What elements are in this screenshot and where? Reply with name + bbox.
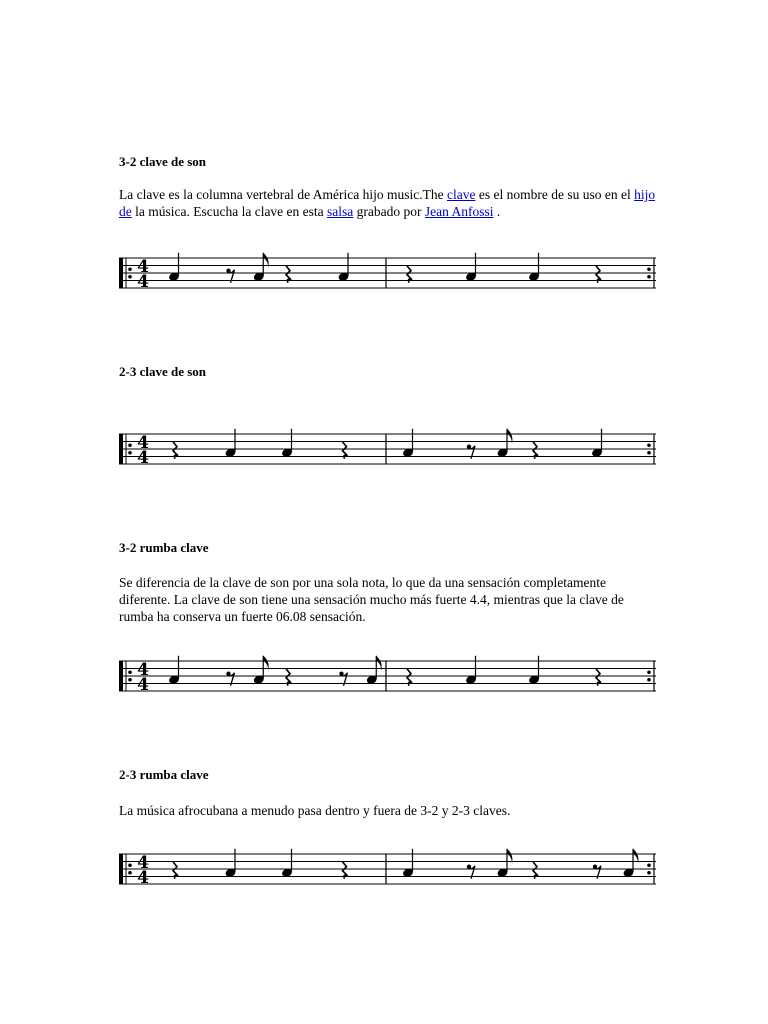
- quarter-note: [168, 656, 180, 685]
- repeat-dot: [128, 678, 132, 682]
- quarter-note: [168, 253, 180, 282]
- repeat-dot: [647, 443, 651, 447]
- section-heading: 2-3 clave de son: [119, 364, 207, 379]
- eighth-note: [253, 253, 269, 282]
- quarter-note: [225, 429, 237, 458]
- quarter-note: [528, 656, 540, 685]
- quarter-note: [591, 429, 603, 458]
- paragraph-text: la música. Escucha la clave en esta: [131, 204, 328, 219]
- repeat-dot: [128, 275, 132, 279]
- quarter-note: [402, 429, 414, 458]
- time-signature-top: 4: [137, 853, 149, 873]
- quarter-note: [338, 253, 350, 282]
- start-barline: [119, 434, 123, 464]
- eighth-note: [497, 849, 513, 878]
- paragraph-text: es el nombre de su uso en el: [475, 187, 635, 202]
- section-heading: 3-2 clave de son: [119, 154, 207, 169]
- repeat-dot: [128, 670, 132, 674]
- time-signature-bottom: 4: [137, 448, 149, 468]
- music-staff: [118, 649, 658, 709]
- quarter-note: [281, 849, 293, 878]
- eighth-note: [366, 656, 382, 685]
- quarter-note: [402, 849, 414, 878]
- section-heading: 3-2 rumba clave: [119, 540, 209, 555]
- time-signature-top: 4: [137, 660, 149, 680]
- repeat-dot: [647, 451, 651, 455]
- link-salsa[interactable]: salsa: [327, 204, 354, 219]
- start-barline: [119, 258, 123, 288]
- repeat-dot: [128, 863, 132, 867]
- start-barline: [119, 854, 123, 884]
- repeat-dot: [128, 443, 132, 447]
- music-staff: [118, 246, 658, 306]
- eighth-note: [253, 656, 269, 685]
- time-signature-bottom: 4: [137, 675, 149, 695]
- time-signature-top: 4: [137, 257, 149, 277]
- quarter-note: [465, 253, 477, 282]
- repeat-dot: [647, 670, 651, 674]
- link-hijo-de[interactable]: hijo de: [119, 187, 656, 219]
- eighth-note: [497, 429, 513, 458]
- repeat-dot: [128, 871, 132, 875]
- paragraph-text: La clave es la columna vertebral de América hijo music.The: [119, 187, 447, 202]
- link-jean-anfossi[interactable]: Jean Anfossi: [424, 204, 494, 219]
- section-heading: 2-3 rumba clave: [119, 767, 209, 782]
- repeat-dot: [128, 267, 132, 271]
- repeat-dot: [128, 451, 132, 455]
- repeat-dot: [647, 871, 651, 875]
- repeat-dot: [647, 267, 651, 271]
- quarter-note: [281, 429, 293, 458]
- time-signature-bottom: 4: [137, 868, 149, 888]
- music-staff: [118, 842, 658, 902]
- quarter-note: [225, 849, 237, 878]
- repeat-dot: [647, 275, 651, 279]
- music-staff: [118, 422, 658, 482]
- paragraph-text: grabado por: [353, 204, 425, 219]
- quarter-note: [528, 253, 540, 282]
- repeat-dot: [647, 678, 651, 682]
- section-paragraph: Se diferencia de la clave de son por una sola nota, lo que da una sensación completamente diferente. La clave de son tiene una sensación mucho más fuerte 4.4, mientras que la clave de rumba ha conserva un fuerte 06.08 sensación.: [119, 575, 624, 624]
- section-paragraph: [119, 186, 659, 220]
- paragraph-text: .: [493, 204, 501, 219]
- time-signature-bottom: 4: [137, 272, 149, 292]
- section-paragraph: La música afrocubana a menudo pasa dentro y fuera de 3-2 y 2-3 claves.: [119, 803, 511, 818]
- repeat-dot: [647, 863, 651, 867]
- quarter-note: [465, 656, 477, 685]
- eighth-note: [623, 849, 639, 878]
- time-signature-top: 4: [137, 433, 149, 453]
- start-barline: [119, 661, 123, 691]
- link-clave[interactable]: clave: [447, 187, 476, 202]
